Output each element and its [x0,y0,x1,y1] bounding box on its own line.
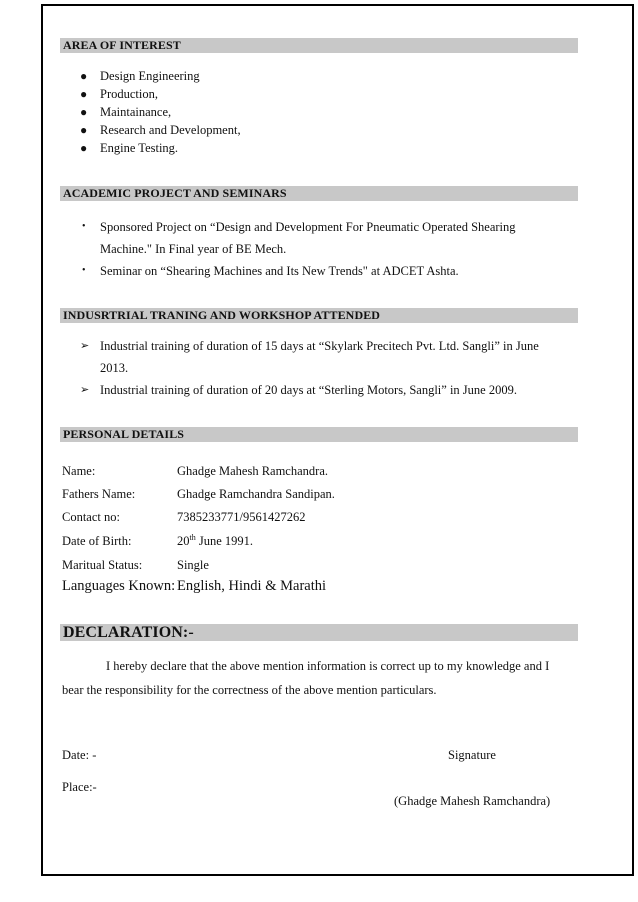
arrow-bullet-icon: ➢ [80,384,90,396]
bullet-icon: ● [80,87,88,101]
bullet-icon: ● [80,69,88,83]
dob-value: 20th June 1991. [177,532,254,548]
academic-item-2: Seminar on “Shearing Machines and Its New Trends" at ADCET Ashta. [100,264,459,278]
list-item: Engine Testing. [100,141,179,155]
declaration-line-1: I hereby declare that the above mention information is correct up to my knowledge and I [106,659,550,673]
fathers-name-value: Ghadge Ramchandra Sandipan. [177,487,335,501]
languages-label: Languages Known: [62,578,176,594]
place-label: Place:- [62,780,97,794]
academic-item-1-line-2: Machine." In Final year of BE Mech. [100,242,287,256]
bullet-icon: ● [80,141,88,155]
date-label: Date: - [62,748,97,762]
contact-value: 7385233771/9561427262 [177,510,306,524]
name-label: Name: [62,464,96,478]
industrial-item-2: Industrial training of duration of 20 days at “Sterling Motors, Sangli” in June 2009. [100,383,517,397]
declaration-heading: DECLARATION:- [60,624,578,641]
industrial-heading: INDUSRTRIAL TRANING AND WORKSHOP ATTENDED [60,308,578,323]
marital-status-label: Maritual Status: [62,558,143,572]
industrial-item-1-line-1: Industrial training of duration of 15 days at “Skylark Precitech Pvt. Ltd. Sangli” in June [100,339,539,353]
bullet-icon: ● [80,105,88,119]
list-item: Design Engineering [100,69,200,83]
languages-value: English, Hindi & Marathi [177,578,327,594]
contact-label: Contact no: [62,510,120,524]
fathers-name-label: Fathers Name: [62,487,136,501]
industrial-item-1-line-2: 2013. [100,361,129,375]
list-item: Research and Development, [100,123,241,137]
signatory-name: (Ghadge Mahesh Ramchandra) [394,794,551,808]
marital-status-value: Single [177,558,209,572]
academic-item-1-line-1: Sponsored Project on “Design and Development For Pneumatic Operated Shearing [100,220,516,234]
dob-label: Date of Birth: [62,534,132,548]
signature-label: Signature [448,748,496,762]
bullet-icon: • [82,265,86,276]
personal-details-heading: PERSONAL DETAILS [60,427,578,442]
area-of-interest-heading: AREA OF INTEREST [60,38,578,53]
name-value: Ghadge Mahesh Ramchandra. [177,464,328,478]
bullet-icon: • [82,221,86,232]
academic-heading: ACADEMIC PROJECT AND SEMINARS [60,186,578,201]
list-item: Production, [100,87,158,101]
arrow-bullet-icon: ➢ [80,340,90,352]
declaration-line-2: bear the responsibility for the correctness of the above mention particulars. [62,683,437,697]
bullet-icon: ● [80,123,88,137]
list-item: Maintainance, [100,105,172,119]
